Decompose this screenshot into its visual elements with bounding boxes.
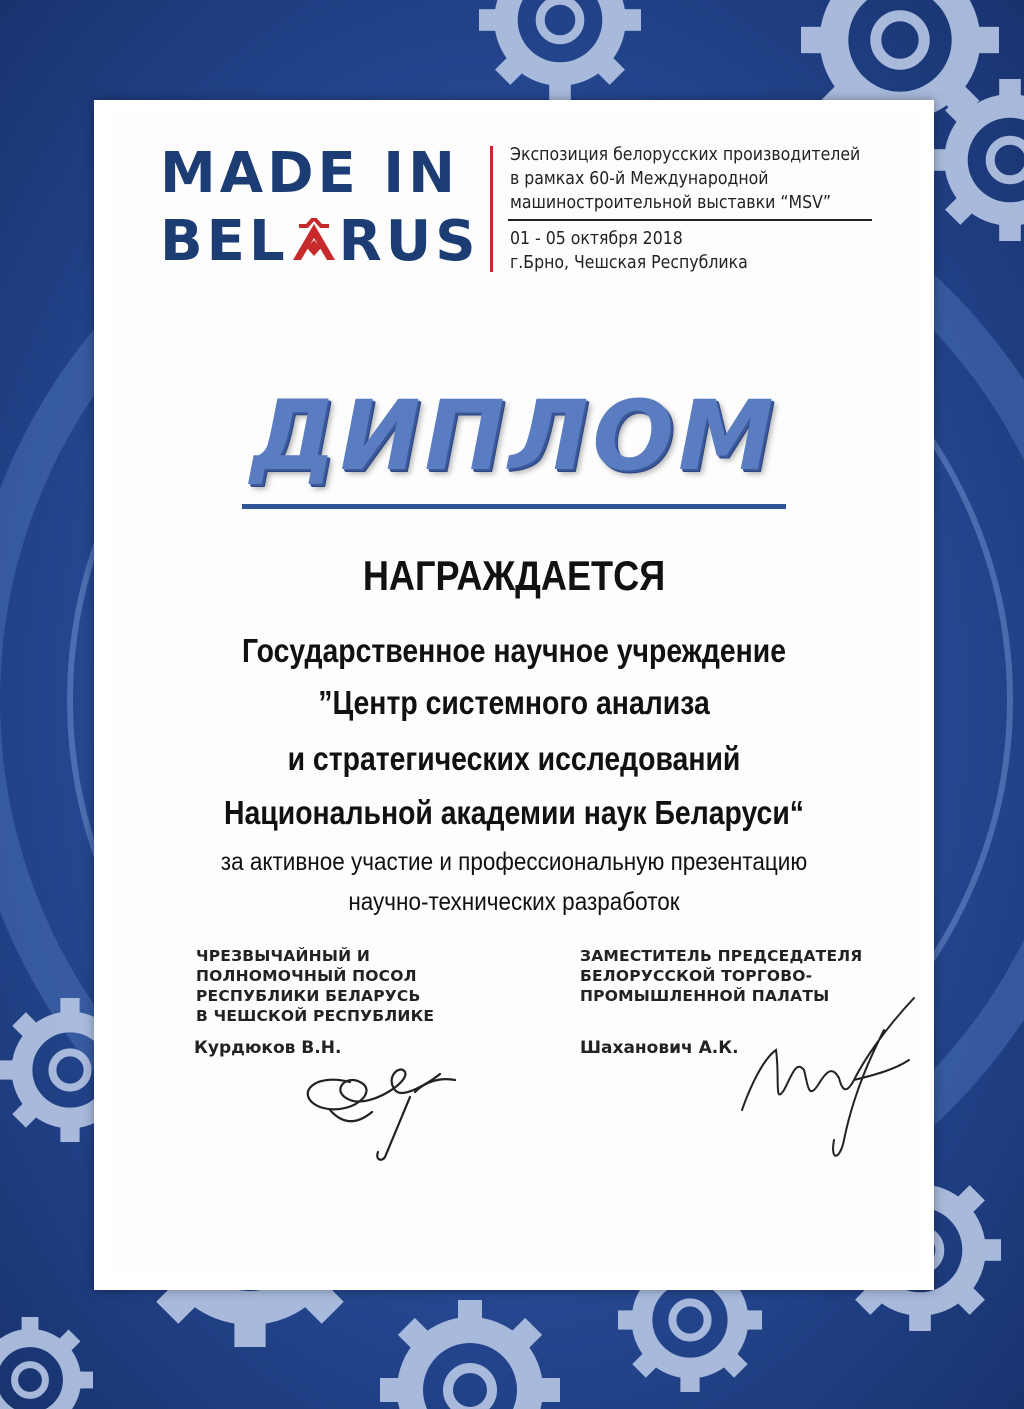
right-title-line: БЕЛОРУССКОЙ ТОРГОВО-	[580, 967, 813, 985]
right-title-line: ПРОМЫШЛЕННОЙ ПАЛАТЫ	[580, 987, 830, 1005]
logo-line-2-right: RUS	[338, 209, 480, 274]
left-title-line: ПОЛНОМОЧНЫЙ ПОСОЛ	[196, 967, 417, 985]
right-signature	[734, 990, 924, 1170]
diploma-card	[94, 100, 934, 1290]
reason-line-2: научно-технических разработок	[348, 888, 680, 916]
organization-line-2: ”Центр системного анализа	[318, 684, 710, 721]
event-dates: 01 - 05 октября 2018	[510, 229, 683, 249]
organization-line-1: Государственное научное учреждение	[241, 632, 787, 669]
event-rule	[508, 219, 872, 221]
left-title-line: В ЧЕШСКОЙ РЕСПУБЛИКЕ	[196, 1007, 435, 1025]
right-title-line: ЗАМЕСТИТЕЛЬ ПРЕДСЕДАТЕЛЯ	[580, 947, 863, 965]
event-location: г.Брно, Чешская Республика	[510, 253, 748, 273]
left-signatory-name: Курдюков В.Н.	[194, 1038, 342, 1058]
awarded-heading: НАГРАЖДАЕТСЯ	[362, 552, 666, 599]
logo-divider	[490, 146, 493, 272]
belarus-ornament-icon	[291, 218, 337, 262]
logo-line-1: MADE IN	[160, 141, 460, 206]
event-description-line-3: машиностроительной выставки “MSV”	[510, 193, 831, 213]
logo-line-2-left: BEL	[160, 209, 289, 274]
event-description-line-1: Экспозиция белорусских производителей	[510, 145, 861, 165]
organization-line-4: Национальной академии наук Беларуси“	[224, 794, 804, 831]
right-signatory-name: Шаханович А.К.	[580, 1038, 739, 1058]
left-title-line: ЧРЕЗВЫЧАЙНЫЙ И	[196, 947, 371, 965]
left-signatory-title	[196, 946, 476, 1026]
reason-line-1: за активное участие и профессиональную презентацию	[220, 848, 808, 876]
title-rule	[242, 504, 786, 509]
left-title-line: РЕСПУБЛИКИ БЕЛАРУСЬ	[196, 987, 421, 1005]
left-signature	[290, 1052, 460, 1162]
organization-line-3: и стратегических исследований	[287, 740, 741, 777]
logo-line-2	[160, 209, 480, 274]
diploma-title: ДИПЛОМ	[250, 380, 778, 492]
event-description-line-2: в рамках 60-й Международной	[510, 169, 769, 189]
